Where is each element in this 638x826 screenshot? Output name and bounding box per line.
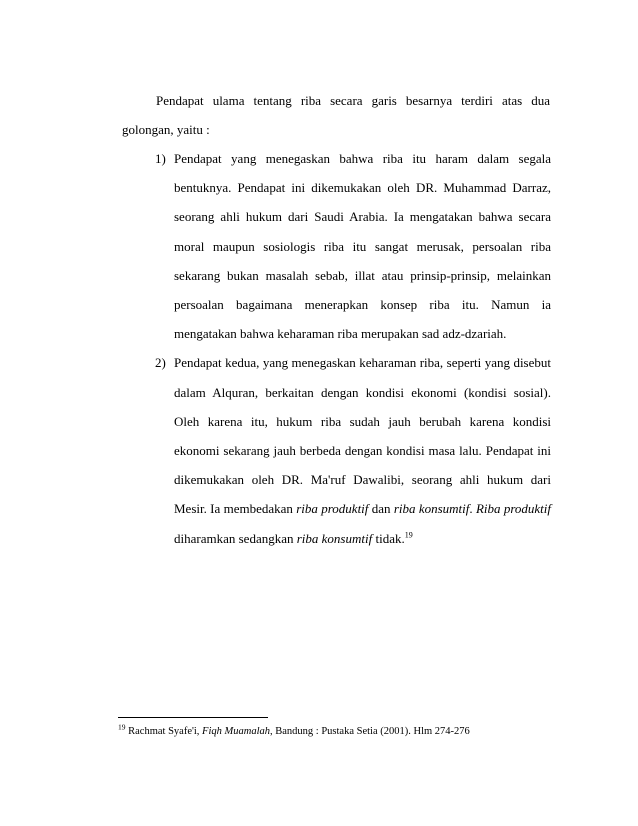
footnote-number: 19: [118, 722, 126, 732]
footnote-title: Fiqh Muamalah: [202, 726, 270, 737]
italic-term-riba-konsumtif: riba konsumtif: [393, 501, 470, 517]
italic-term-riba-konsumtif-2: riba konsumtif: [296, 530, 373, 546]
list-item-2-text-e: tidak.: [375, 530, 405, 546]
list-item-2: [155, 348, 551, 552]
list-item-2-text-b: dan: [371, 501, 391, 517]
list-number-2: 2): [155, 355, 166, 371]
list-item-2-text-c: .: [469, 501, 473, 517]
intro-paragraph: Pendapat ulama tentang riba secara garis besarnya terdiri atas dua golongan, yaitu :: [122, 93, 550, 137]
list-number-1: 1): [155, 151, 166, 166]
list-item-1-text: Pendapat yang menegaskan bahwa riba itu haram dalam segala bentuknya. Pendapat ini dikemukakan oleh DR. Muhammad Darraz, seorang ahli hukum dari Saudi Arabia. Ia mengatakan bahwa secara moral maupun sosiologis riba itu sangat merusak, persoalan riba sekarang bukan masalah sebab, illat atau prinsip-prinsip, melainkan persoalan bagaimana menerapkan konsep riba itu. Namun ia mengatakan bahwa keharaman riba merupakan sad adz-dzariah.: [174, 151, 551, 342]
list-item-2-text-d: diharamkan sedangkan: [174, 530, 294, 546]
footnote-publisher: , Bandung : Pustaka Setia (2001). Hlm 274-276: [270, 726, 470, 737]
footnote-divider: [118, 717, 268, 718]
list-item-1: [155, 144, 551, 348]
footnote-reference: 19: [404, 530, 413, 540]
footnote: [118, 722, 558, 739]
footnote-author: Rachmat Syafe'i,: [128, 726, 200, 737]
italic-term-riba-produktif-2: Riba produktif: [475, 501, 552, 517]
list-item-2-text-a: Pendapat kedua, yang menegaskan keharaman riba, seperti yang disebut dalam Alquran, berkaitan dengan kondisi ekonomi (kondisi sosial). Oleh karena itu, hukum riba sudah jauh berubah karena kondisi ekonomi sekarang jauh berbeda dengan kondisi masa lalu. Pendapat ini dikemukakan oleh DR. Ma'ruf Dawalibi, seorang ahli hukum dari Mesir. Ia membedakan: [174, 355, 551, 517]
italic-term-riba-produktif: riba produktif: [296, 501, 369, 517]
opinion-list: [155, 144, 551, 553]
